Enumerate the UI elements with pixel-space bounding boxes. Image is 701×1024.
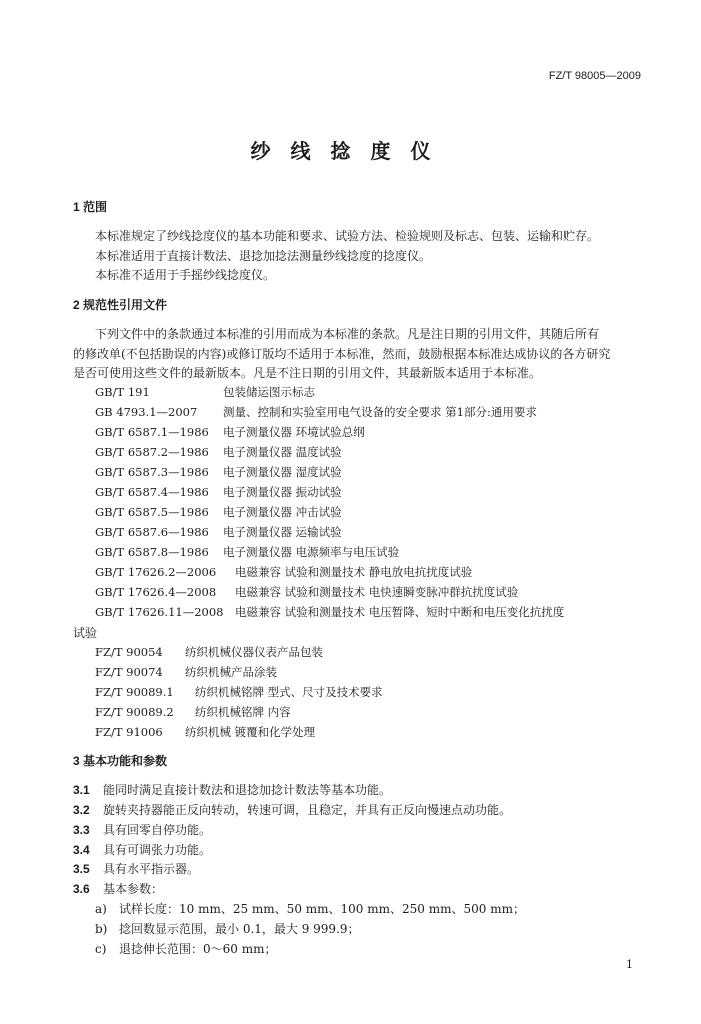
function-item <box>73 781 391 798</box>
section-2-intro-line: 的修改单(不包括勘误的内容)或修订版均不适用于本标准，然而，鼓励根据本标准达成协议的各方研究 <box>73 347 611 361</box>
function-item <box>73 841 211 858</box>
reference-code: FZ/T 91006 <box>95 725 163 739</box>
subitem-text: 退捻伸长范围：0～60 mm； <box>119 942 277 956</box>
item-text: 基本参数： <box>103 882 164 896</box>
reference-item <box>95 724 315 740</box>
reference-title: 电子测量仪器 冲击试验 <box>223 505 342 519</box>
reference-code: GB/T 6587.2—1986 <box>95 445 209 459</box>
item-number: 3.1 <box>73 783 90 797</box>
reference-title: 电子测量仪器 湿度试验 <box>223 465 342 479</box>
reference-item <box>95 664 277 680</box>
document-title: 纱线捻度仪 <box>250 139 451 163</box>
reference-title: 纺织机械仪器仪表产品包装 <box>185 645 323 659</box>
reference-code: GB/T 6587.4—1986 <box>95 485 209 499</box>
reference-title: 纺织机械 镀覆和化学处理 <box>185 725 316 739</box>
reference-code: FZ/T 90074 <box>95 665 163 679</box>
function-item <box>73 821 211 838</box>
reference-item <box>95 404 537 420</box>
reference-item <box>95 604 564 620</box>
reference-code: GB/T 6587.1—1986 <box>95 425 209 439</box>
section-2-intro-line: 是否可使用这些文件的最新版本。凡是不注日期的引用文件，其最新版本适用于本标准。 <box>73 366 542 380</box>
standard-code: FZ/T 98005—2009 <box>548 70 641 82</box>
reference-item <box>95 464 342 480</box>
parameter-subitem <box>95 940 276 957</box>
reference-code: FZ/T 90089.1 <box>95 685 174 699</box>
item-number: 3.2 <box>73 803 90 817</box>
reference-title: 电子测量仪器 运输试验 <box>223 525 342 539</box>
reference-title: 纺织机械铭牌 内容 <box>195 705 291 719</box>
page-number: 1 <box>626 958 633 971</box>
reference-code: GB/T 6587.8—1986 <box>95 545 209 559</box>
item-number: 3.3 <box>73 823 90 837</box>
section-1-paragraph: 本标准不适用于手摇纱线捻度仪。 <box>95 268 276 282</box>
subitem-text: 捻回数显示范围，最小 0.1，最大 9 999.9； <box>119 922 360 936</box>
section-3-heading: 3 基本功能和参数 <box>73 754 168 768</box>
reference-title: 纺织机械产品涂装 <box>185 665 277 679</box>
item-text: 具有回零自停功能。 <box>103 823 212 837</box>
reference-code: GB 4793.1—2007 <box>95 405 198 419</box>
function-item <box>73 860 199 877</box>
reference-item <box>95 444 342 460</box>
reference-code: GB/T 17626.4—2008 <box>95 585 217 599</box>
reference-item <box>95 384 315 400</box>
section-1-paragraph: 本标准适用于直接计数法、退捻加捻法测量纱线捻度的捻度仪。 <box>95 249 432 263</box>
function-item <box>73 880 163 897</box>
reference-code: GB/T 191 <box>95 385 150 399</box>
reference-code: GB/T 17626.2—2006 <box>95 565 217 579</box>
reference-title: 电磁兼容 试验和测量技术 电压暂降、短时中断和电压变化抗扰度 <box>235 605 565 619</box>
reference-title: 电子测量仪器 电源频率与电压试验 <box>223 545 400 559</box>
reference-title: 电磁兼容 试验和测量技术 静电放电抗扰度试验 <box>235 565 473 579</box>
reference-title: 电磁兼容 试验和测量技术 电快速瞬变脉冲群抗扰度试验 <box>235 585 519 599</box>
reference-title: 包装储运图示标志 <box>223 385 315 399</box>
item-text: 具有可调张力功能。 <box>103 843 212 857</box>
function-item <box>73 801 511 818</box>
reference-title: 测量、控制和实验室用电气设备的安全要求 第1部分:通用要求 <box>223 405 537 419</box>
section-1-heading: 1 范围 <box>73 200 108 214</box>
reference-title: 电子测量仪器 振动试验 <box>223 485 342 499</box>
reference-code: GB/T 17626.11—2008 <box>95 605 224 619</box>
reference-title: 电子测量仪器 环境试验总纲 <box>223 425 365 439</box>
reference-item <box>95 584 518 600</box>
item-number: 3.5 <box>73 862 90 876</box>
item-text: 旋转夹持器能正反向转动，转速可调，且稳定，并具有正反向慢速点动功能。 <box>103 803 512 817</box>
reference-item <box>95 564 472 580</box>
reference-item <box>95 684 383 700</box>
reference-item <box>95 484 342 500</box>
reference-code: GB/T 6587.5—1986 <box>95 505 209 519</box>
section-2-intro-line: 下列文件中的条款通过本标准的引用而成为本标准的条款。凡是注日期的引用文件，其随后所有 <box>95 327 600 341</box>
reference-item <box>95 544 399 560</box>
reference-continuation: 试验 <box>73 626 98 640</box>
subitem-label: c) <box>95 942 107 956</box>
reference-title: 纺织机械铭牌 型式、尺寸及技术要求 <box>195 685 383 699</box>
parameter-subitem <box>95 920 360 937</box>
reference-code: FZ/T 90054 <box>95 645 163 659</box>
reference-code: FZ/T 90089.2 <box>95 705 174 719</box>
reference-item <box>95 644 323 660</box>
item-text: 具有水平指示器。 <box>103 862 200 876</box>
subitem-label: b) <box>95 922 108 936</box>
item-number: 3.4 <box>73 843 90 857</box>
reference-code: GB/T 6587.3—1986 <box>95 465 209 479</box>
subitem-label: a) <box>95 902 107 916</box>
reference-item <box>95 504 342 520</box>
parameter-subitem <box>95 900 525 917</box>
reference-item <box>95 524 342 540</box>
reference-code: GB/T 6587.6—1986 <box>95 525 209 539</box>
reference-item <box>95 704 291 720</box>
section-2-heading: 2 规范性引用文件 <box>73 298 168 312</box>
item-number: 3.6 <box>73 882 90 896</box>
reference-item <box>95 424 365 440</box>
item-text: 能同时满足直接计数法和退捻加捻计数法等基本功能。 <box>103 783 392 797</box>
subitem-text: 试样长度：10 mm、25 mm、50 mm、100 mm、250 mm、500 mm； <box>119 902 525 916</box>
section-1-paragraph: 本标准规定了纱线捻度仪的基本功能和要求、试验方法、检验规则及标志、包装、运输和贮存。 <box>95 229 600 243</box>
reference-title: 电子测量仪器 温度试验 <box>223 445 342 459</box>
